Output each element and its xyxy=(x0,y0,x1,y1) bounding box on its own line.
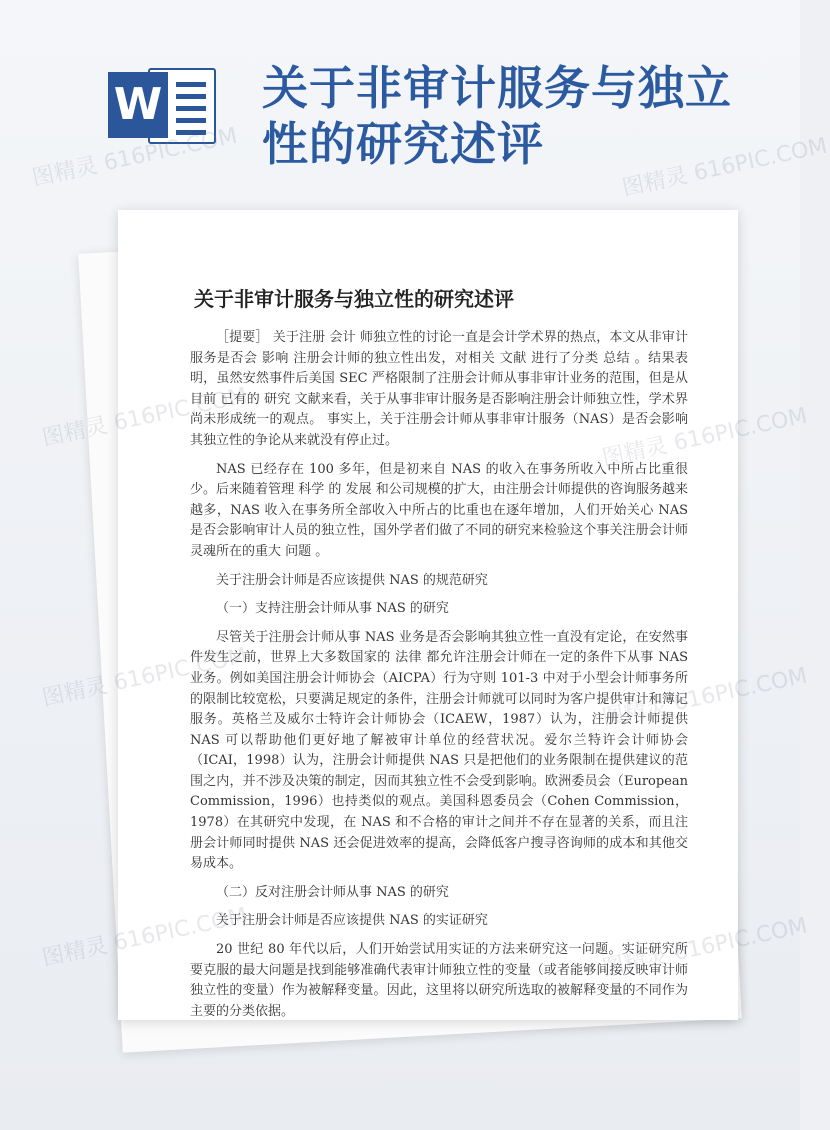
subsection-heading: （一）支持注册会计师从事 NAS 的研究 xyxy=(216,601,449,617)
body-paragraph: 尽管关于注册会计师从事 NAS 业务是否会影响其独立性一直没有定论，在安然事件发生之前，世界上大多数国家的 法律 都允许注册会计师在一定的条件下从事 NAS 业务。例如美国注册会计师协会（AICPA）行为守则 101-3 中对于小型会计师事务所的限制比较宽松，只要满足规定的条件，注册会计师就可以同时为客户提供审计和簿记服务。英格兰及威尔士特许会计师协会（ICAEW，1987）认为，注册会计师提供 NAS 可以帮助他们更好地了解被审计单位的经营状况。爱尔兰特许会计师协会（ICAI，1998）认为，注册会计师提供 NAS 只是把他们的业务限制在提供建议的范围之内，并不涉及决策的制定，因而其独立性不会受到影响。欧洲委员会（European Commission，1996）也持类似的观点。美国科恩委员会（Cohen Commission，1978）在其研究中发现，在 NAS 和不合格的审计之间并不存在显著的关系，而且注册会计师同时提供 NAS 还会促进效率的提高，会降低客户搜寻咨询师的成本和其他交易成本。 xyxy=(190,629,688,872)
page-title: 关于非审计服务与独立性的研究述评 xyxy=(262,61,732,171)
section-heading: 关于注册会计师是否应该提供 NAS 的实证研究 xyxy=(216,913,488,929)
body-paragraph: NAS 已经存在 100 多年，但是初来自 NAS 的收入在事务所收入中所占比重很少。后来随着管理 科学 的 发展 和公司规模的扩大，由注册会计师提供的咨询服务越来越多，NAS 收入在事务所全部收入中所占的比重也在逐年增加，人们开始关心 NAS 是否会影响审计人员的独立性，国外学者们做了不同的研究来检验这个事关注册会计师灵魂所在的重大 问题 。 xyxy=(190,461,688,559)
section-heading: 关于注册会计师是否应该提供 NAS 的规范研究 xyxy=(216,572,488,588)
body-paragraph: 20 世纪 80 年代以后，人们开始尝试用实证的方法来研究这一问题。实证研究所要克服的最大问题是找到能够准确代表审计师独立性的变量（或者能够间接反映审计师独立性的变量）作为被解释变量。因此，这里将以研究所选取的被解释变量的不同作为主要的分类依据。 xyxy=(190,942,688,1019)
document-body xyxy=(190,328,688,1030)
word-document-icon xyxy=(108,64,218,146)
word-letter-badge: W xyxy=(108,72,168,138)
document-title: 关于非审计服务与独立性的研究述评 xyxy=(194,287,514,311)
abstract-paragraph: ［提要］ 关于注册 会计 师独立性的讨论一直是会计学术界的热点，本文从非审计服务是否会 影响 注册会计师的独立性出发，对相关 文献 进行了分类 总结 。结果表明，虽然安然事件后美国 SEC 严格限制了注册会计师从事非审计业务的范围，但是从 目前 已有的 研究 文献来看，关于从事非审计服务是否影响注册会计师独立性，学术界尚未形成统一的观点。 事实上，关于注册会计师从事非审计服务（NAS）是否会影响其独立性的争论从来就没有停止过。 xyxy=(190,330,688,448)
subsection-heading: （二）反对注册会计师从事 NAS 的研究 xyxy=(216,884,449,900)
document-page xyxy=(118,210,738,1020)
